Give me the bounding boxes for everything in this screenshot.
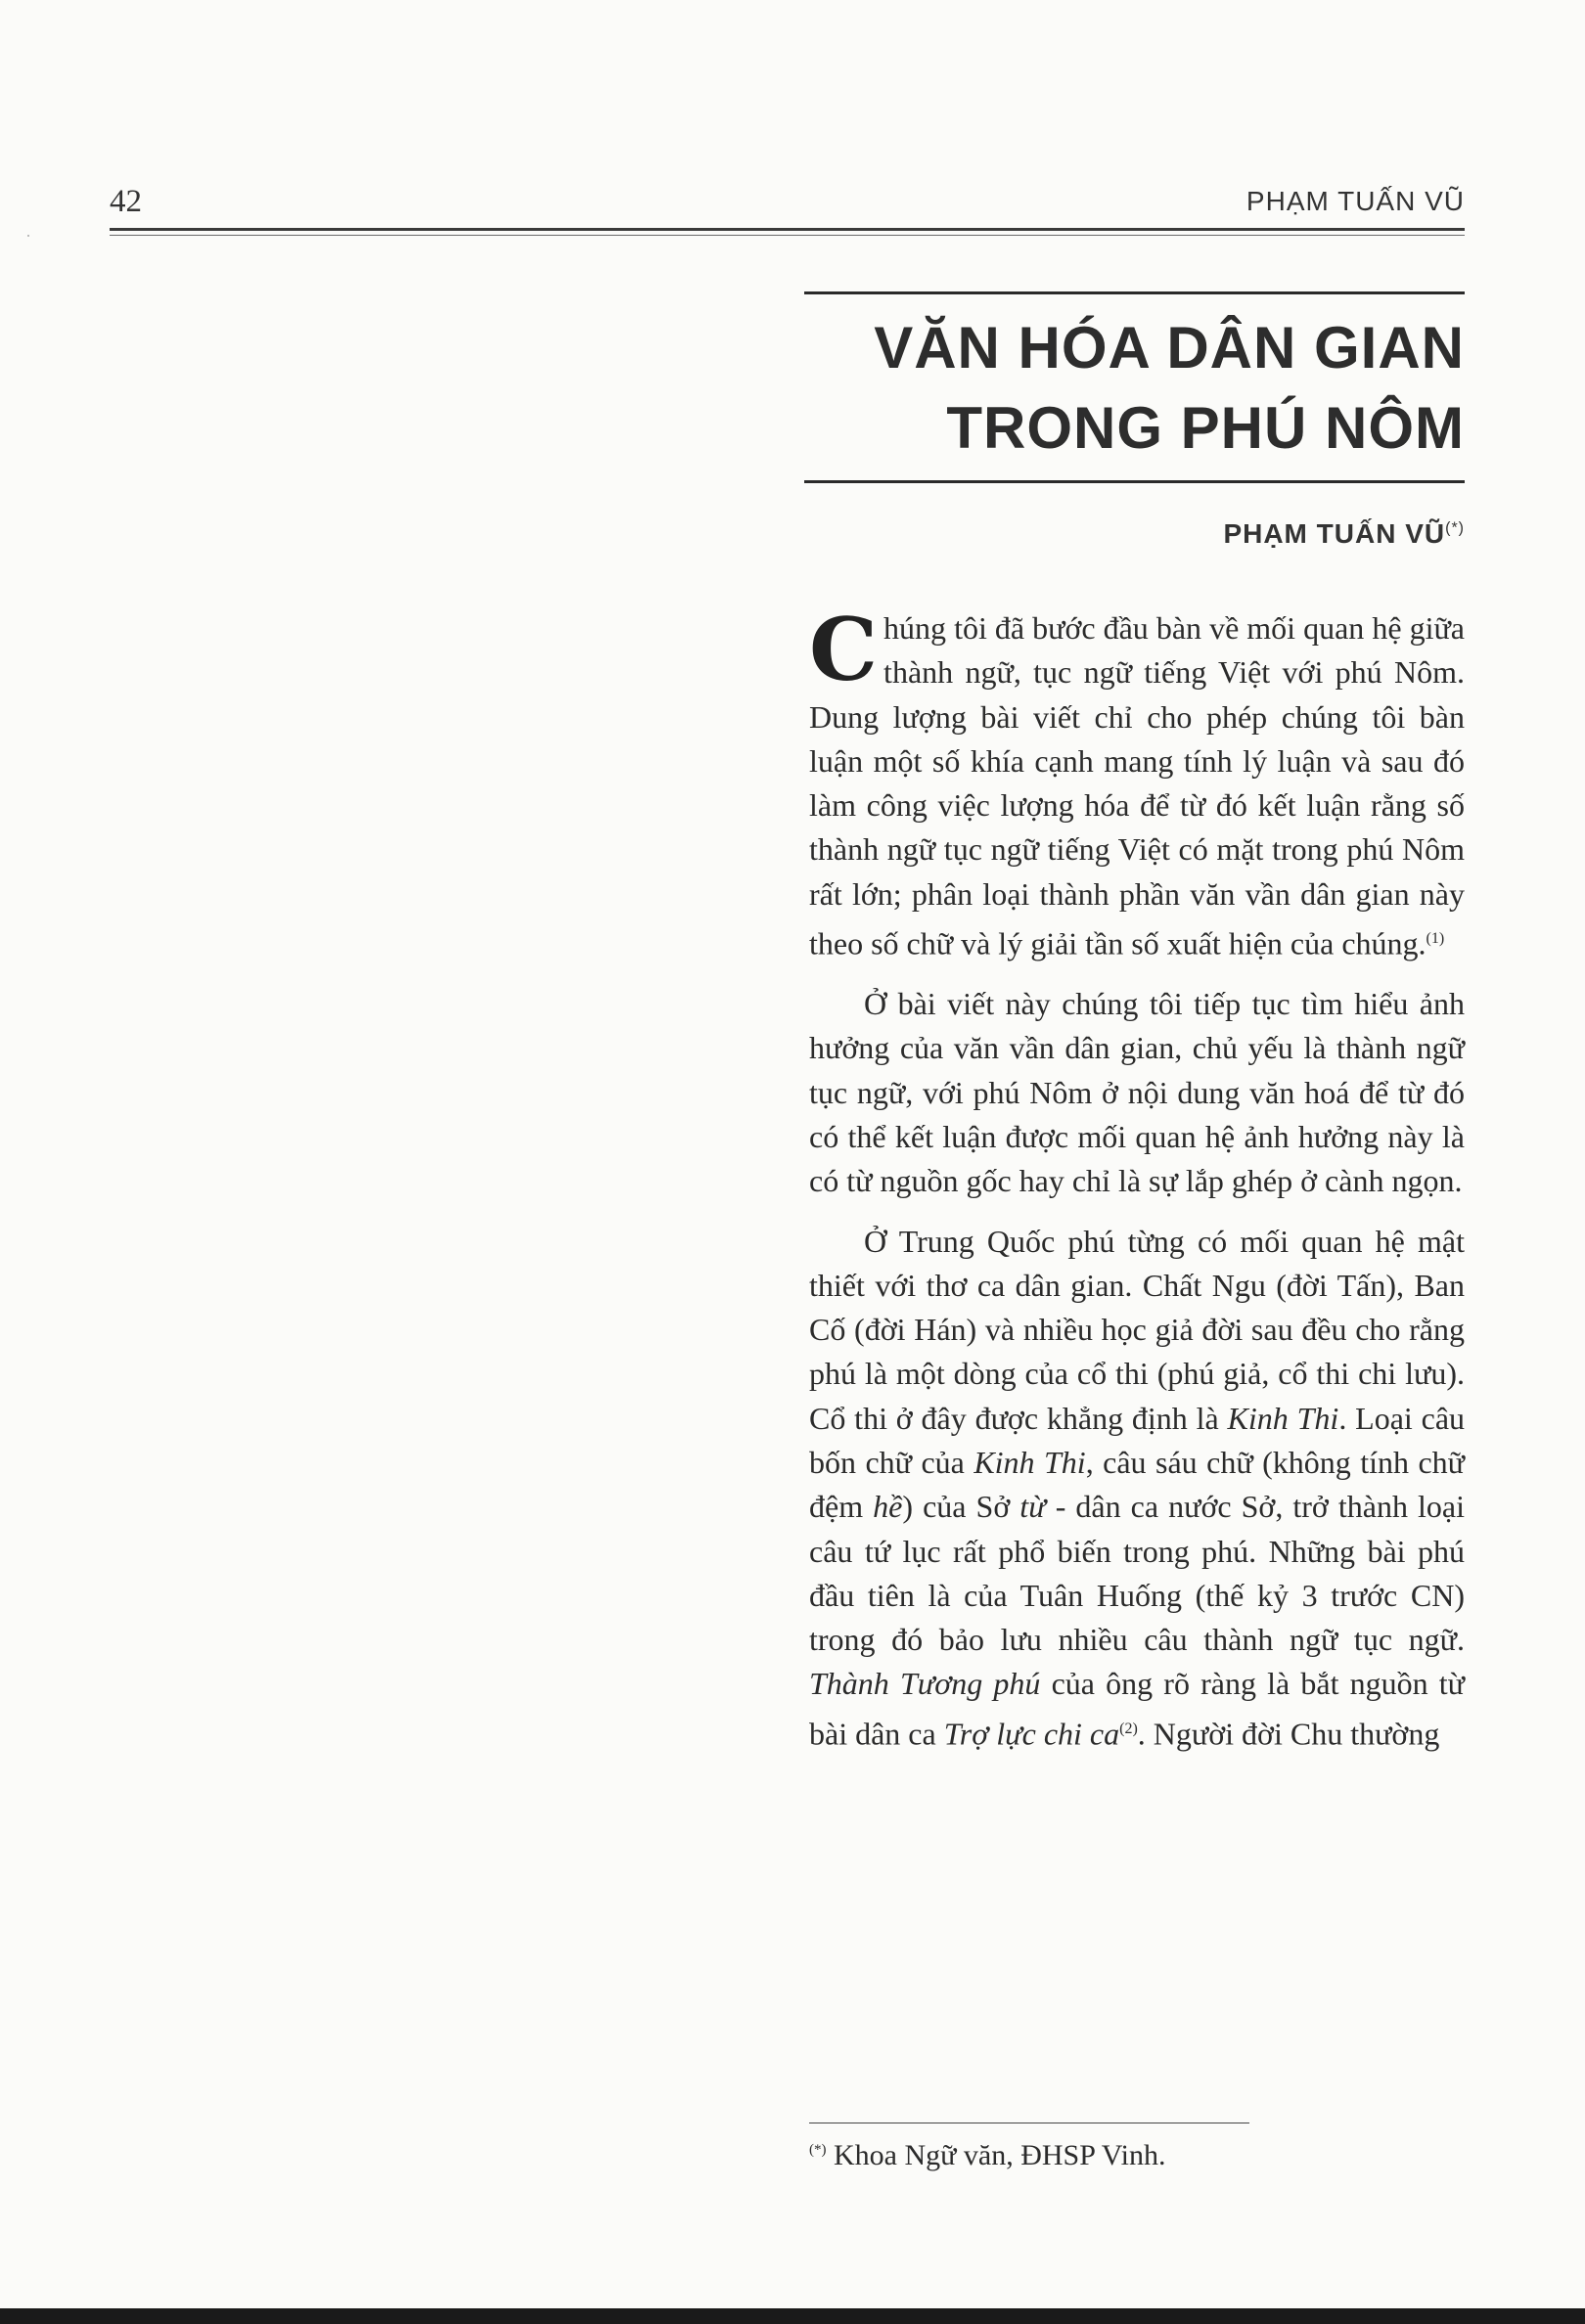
paragraph-3-text-b: . Loại câu bốn chữ của (809, 1400, 1466, 1480)
title-line-2: TRONG PHÚ NÔM (946, 395, 1465, 461)
title-rule-top (804, 291, 1465, 294)
title-block (804, 291, 1465, 483)
author-footnote-mark: (*) (1445, 519, 1465, 537)
title-rule-bottom (804, 480, 1465, 483)
italic-kinh-thi: Kinh Thi (1227, 1400, 1339, 1436)
margin-speck (27, 235, 29, 237)
paragraph-2-text: Ở bài viết này chúng tôi tiếp tục tìm hiểu ảnh hưởng của văn vần dân gian, chủ yếu là thành ngữ tục ngữ, với phú Nôm ở nội dung văn hoá để từ đó có thể kết luận được mối quan hệ ảnh hưởng này là có từ nguồn gốc hay chỉ là sự lắp ghép ở cành ngọn. (809, 986, 1465, 1199)
paragraph-3-text-d: ) của Sở (902, 1489, 1020, 1525)
paragraph-3-text-f: của ông rõ ràng là bắt nguồn từ bài dân ca (809, 1666, 1466, 1752)
drop-cap: C (809, 599, 879, 700)
article-body (809, 599, 1466, 1757)
footnote-text: Khoa Ngữ văn, ĐHSP Vinh. (826, 2139, 1166, 2171)
paragraph-3-text-e: - dân ca nước Sở, trở thành loại câu tứ lục rất phổ biến trong phú. Những bài phú đầu tiên là của Tuân Huống (thế kỷ 3 trước CN) trong đó bảo lưu nhiều câu thành ngữ tục ngữ. (809, 1489, 1466, 1658)
paragraph-1-text: húng tôi đã bước đầu bàn về mối quan hệ giữa thành ngữ, tục ngữ tiếng Việt với phú Nôm. Dung lượng bài viết chỉ cho phép chúng tôi bàn luận một số khía cạnh mang tính lý luận và sau đó làm công việc lượng hóa để từ đó kết luận rằng số thành ngữ tục ngữ tiếng Việt có mặt trong phú Nôm rất lớn; phân loại thành phần văn vần dân gian này theo số chữ và lý giải tần số xuất hiện của chúng. (809, 610, 1465, 961)
footnote-mark: (*) (809, 2142, 827, 2158)
footnote-ref-1: (1) (1426, 930, 1445, 948)
article-title (804, 308, 1465, 469)
paragraph-3-text-c: , câu sáu chữ (không tính chữ đệm (809, 1445, 1465, 1525)
running-head: PHẠM TUẤN VŨ (1245, 186, 1465, 216)
italic-thanh-tuong-phu: Thành Tương phú (809, 1666, 1041, 1702)
header-rule-thin (110, 235, 1465, 236)
paragraph-3 (809, 1220, 1465, 1757)
title-line-1: VĂN HÓA DÂN GIAN (874, 315, 1465, 380)
italic-kinh-thi-2: Kinh Thi (974, 1445, 1086, 1480)
page-header (110, 184, 1465, 223)
paragraph-3-text-g: . Người đời Chu thường (1137, 1716, 1440, 1752)
scan-bottom-edge (0, 2308, 1585, 2324)
author-byline (1223, 518, 1465, 550)
footnote (809, 2139, 1165, 2172)
italic-he: hề (873, 1489, 903, 1525)
italic-tro-luc-chi-ca: Trợ lực chi ca (943, 1716, 1120, 1752)
paragraph-2 (809, 982, 1465, 1203)
author-name: PHẠM TUẤN VŨ (1223, 518, 1446, 549)
header-rule (110, 228, 1465, 231)
paragraph-3-text-a: Ở Trung Quốc phú từng có mối quan hệ mật thiết với thơ ca dân gian. Chất Ngu (đời Tấn), Ban Cố (đời Hán) và nhiều học giả đời sau đều cho rằng phú là một dòng của cổ thi (phú giả, cổ thi chi lưu). Cổ thi ở đây được khẳng định là (809, 1223, 1465, 1436)
italic-tu: từ (1019, 1489, 1046, 1525)
paragraph-1 (809, 599, 1465, 966)
page-number: 42 (110, 184, 142, 219)
footnote-ref-2: (2) (1119, 1720, 1138, 1737)
